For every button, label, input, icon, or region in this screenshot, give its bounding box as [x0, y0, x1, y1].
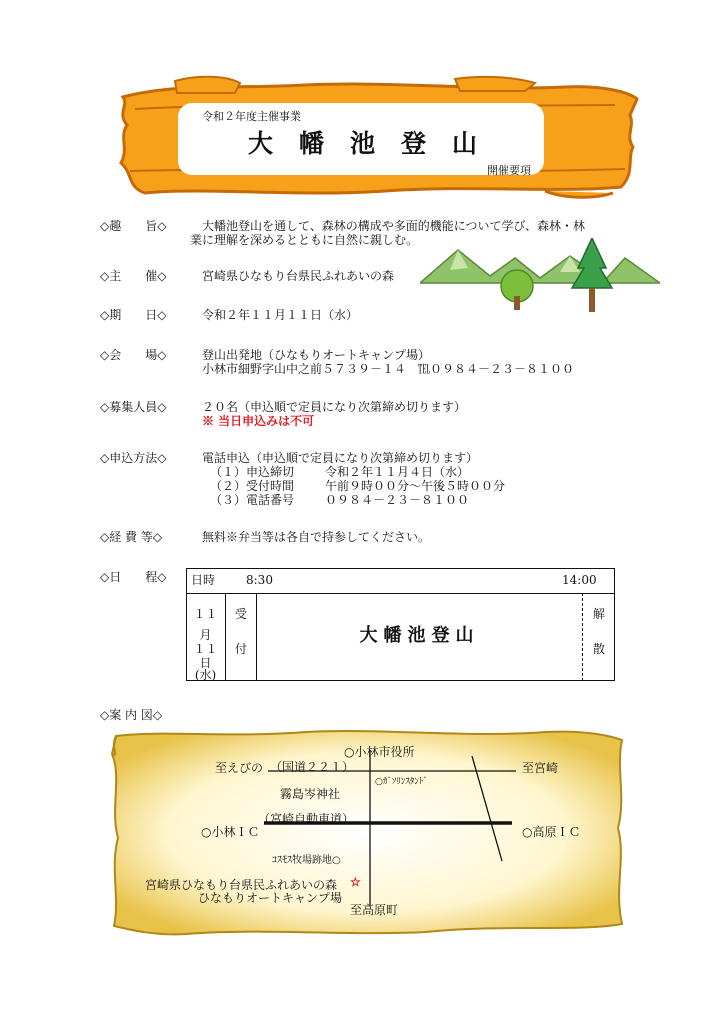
apply-item-no: （２）受付時間	[210, 479, 295, 493]
purpose-text-2: 業に理解を深めるとともに自然に親しむ。	[190, 233, 419, 247]
apply-item-text: 午前９時００分～午後５時００分	[325, 479, 506, 493]
venue-value-1: 登山出発地（ひなもりオートキャンプ場）	[202, 348, 431, 362]
capacity-note: ※ 当日申込みは不可	[202, 414, 315, 428]
mountain-illustration	[420, 238, 660, 314]
apply-item-no: （１）申込締切	[210, 465, 295, 479]
schedule-dismiss-char: 散	[592, 642, 605, 656]
purpose-label: ◇趣 旨◇	[100, 219, 167, 233]
schedule-header-label: 日時	[191, 573, 216, 587]
date-value: 令和２年１１月１１日（水）	[202, 308, 359, 322]
map-to-miyazaki: 至宮崎	[522, 761, 559, 775]
schedule-dismiss-char: 解	[592, 607, 605, 621]
star-icon: ☆	[350, 875, 361, 889]
document-tag: 開催要項	[487, 164, 531, 177]
page-title: 大幡池登山	[248, 129, 504, 158]
map-kobayashi-ic: ○小林ＩＣ	[201, 825, 260, 839]
map-gas-station: ○ｶﾞｿﾘﾝｽﾀﾝﾄﾞ	[375, 777, 428, 787]
map-takaharu-ic: ○高原ＩＣ	[522, 825, 581, 839]
schedule-date-char: (水)	[194, 668, 217, 682]
capacity-value: ２０名（申込順で定員になり次第締め切ります）	[202, 400, 467, 414]
map-shrine: 霧島岑神社	[280, 787, 341, 801]
schedule-date-char: １１	[193, 642, 218, 656]
apply-value: 電話申込（申込順で定員になり次第締め切ります）	[202, 451, 479, 465]
map-to-takaharu: 至高原町	[350, 903, 399, 917]
schedule-end-time: 14:00	[562, 573, 597, 587]
schedule-header-divider	[186, 593, 615, 594]
map-city-hall: ○小林市役所	[344, 745, 415, 759]
venue-label: ◇会 場◇	[100, 348, 167, 362]
map-cosmos-farm: ｺｽﾓｽ牧場跡地○	[272, 855, 341, 866]
apply-item-text: ０９８４－２３－８１００	[325, 493, 470, 507]
map-route221: （国道２２１）	[270, 760, 355, 774]
apply-label: ◇申込方法◇	[100, 451, 167, 465]
schedule-start-time: 8:30	[246, 573, 273, 587]
venue-value-2: 小林市細野字山中之前５７３９－１４ ℡０９８４－２３－８１００	[202, 362, 575, 376]
date-label: ◇期 日◇	[100, 308, 167, 322]
map-expressway: （宮崎自動車道）	[258, 812, 355, 826]
schedule-date-char: 日	[199, 656, 212, 670]
map-forest: 宮崎県ひなもり台県民ふれあいの森	[145, 878, 338, 892]
apply-item-text: 令和２年１１月４日（水）	[325, 465, 470, 479]
map-campsite: ひなもりオートキャンプ場	[198, 891, 343, 905]
host-label: ◇主 催◇	[100, 269, 167, 283]
map-label: ◇案 内 図◇	[100, 708, 163, 722]
host-value: 宮崎県ひなもり台県民ふれあいの森	[202, 269, 395, 283]
schedule-label: ◇日 程◇	[100, 570, 167, 584]
cost-value: 無料※弁当等は各自で持参してください。	[202, 530, 431, 544]
purpose-text-1: 大幡池登山を通して、森林の構成や多面的機能について学び、森林・林	[202, 219, 586, 233]
schedule-reception-char: 付	[234, 642, 247, 656]
capacity-label: ◇募集人員◇	[100, 400, 167, 414]
map-to-ebino: 至えびの	[215, 761, 264, 775]
event-subtitle: 令和２年度主催事業	[202, 110, 301, 123]
schedule-event-title: 大幡池登山	[359, 625, 480, 646]
schedule-date-char: 月	[199, 628, 212, 642]
cost-label: ◇経 費 等◇	[100, 530, 163, 544]
apply-item-no: （３）電話番号	[210, 493, 295, 507]
schedule-reception-char: 受	[234, 607, 247, 621]
schedule-date-char: １１	[193, 607, 218, 621]
